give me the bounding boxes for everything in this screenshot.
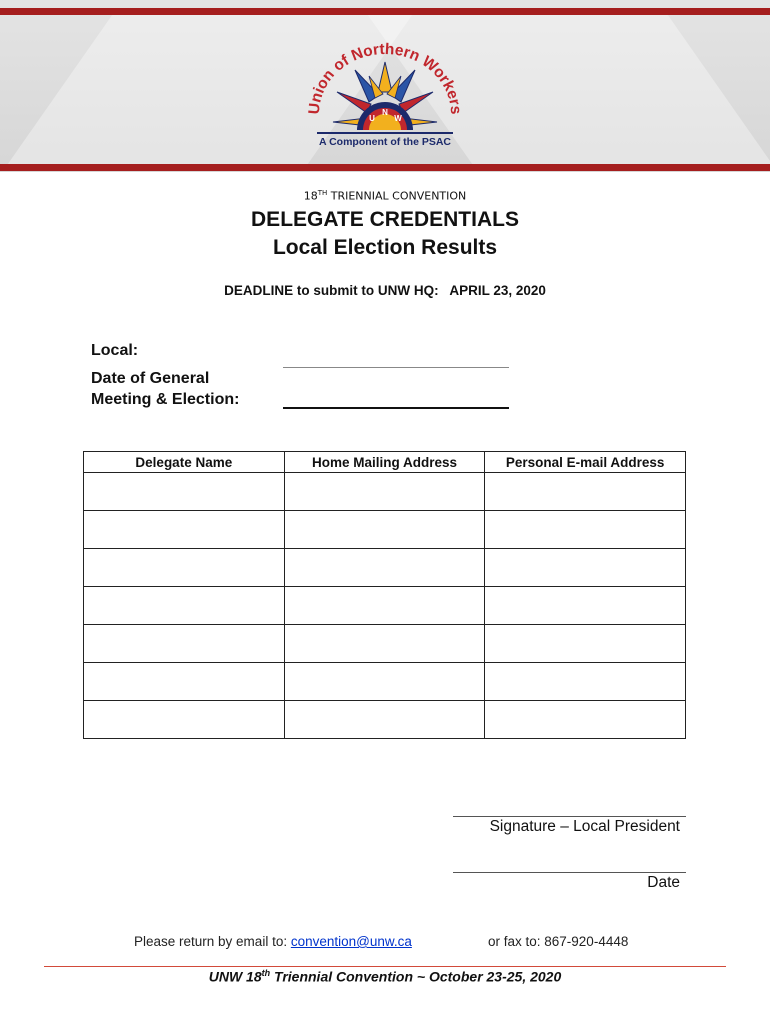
table-header-row [84, 452, 686, 473]
local-input-line[interactable] [283, 367, 509, 368]
sunburst-icon [333, 62, 437, 130]
delegate-name-cell[interactable] [84, 663, 285, 701]
footer-suffix: Triennial Convention ~ October 23-25, 2020 [270, 968, 562, 985]
signature-date-line[interactable] [453, 872, 686, 873]
email-address-cell[interactable] [485, 473, 686, 511]
footer-divider [44, 966, 726, 967]
local-label: Local: [91, 342, 139, 359]
date-label-line-2: Meeting & Election: [91, 391, 240, 408]
table-row [84, 701, 686, 739]
return-email-line [134, 934, 412, 949]
mailing-address-cell[interactable] [284, 587, 485, 625]
table-row [84, 511, 686, 549]
title-line-2: Local Election Results [272, 236, 498, 259]
column-header-mailing-address: Home Mailing Address [284, 452, 485, 473]
mailing-address-cell[interactable] [284, 701, 485, 739]
date-label-line-1: Date of General [91, 370, 210, 387]
footer-prefix: UNW 18 [208, 968, 262, 985]
email-address-cell[interactable] [485, 549, 686, 587]
delegate-name-cell[interactable] [84, 625, 285, 663]
email-address-cell[interactable] [485, 625, 686, 663]
delegate-name-cell[interactable] [84, 511, 285, 549]
convention-suffix: TH [317, 189, 328, 197]
table-row [84, 549, 686, 587]
email-address-cell[interactable] [485, 511, 686, 549]
mailing-address-cell[interactable] [284, 663, 485, 701]
email-address-cell[interactable] [485, 663, 686, 701]
return-fax-text: or fax to: 867-920-4448 [488, 934, 629, 949]
mailing-address-cell[interactable] [284, 511, 485, 549]
logo-initial-w: W [394, 114, 402, 123]
table-row [84, 473, 686, 511]
delegate-name-cell[interactable] [84, 587, 285, 625]
logo-arc-text: Union of Northern Workers [305, 40, 465, 115]
deadline-text: DEADLINE to submit to UNW HQ: APRIL 23, 2020 [224, 283, 546, 298]
table-row [84, 587, 686, 625]
logo-initial-n: N [382, 108, 388, 117]
page-footer [0, 968, 770, 985]
column-header-delegate-name: Delegate Name [84, 452, 285, 473]
header-top-stripe [0, 8, 770, 15]
column-header-email-address: Personal E-mail Address [485, 452, 686, 473]
convention-text: TRIENNIAL CONVENTION [330, 189, 467, 203]
convention-email-link[interactable]: convention@unw.ca [290, 934, 412, 949]
mailing-address-cell[interactable] [284, 549, 485, 587]
email-address-cell[interactable] [485, 701, 686, 739]
delegate-name-cell[interactable] [84, 473, 285, 511]
signature-date-label: Date [647, 874, 680, 891]
delegate-name-cell[interactable] [84, 701, 285, 739]
return-email-prefix: Please return by email to: [134, 934, 288, 949]
table-row [84, 625, 686, 663]
delegate-name-cell[interactable] [84, 549, 285, 587]
unw-logo [297, 40, 473, 152]
delegate-table [83, 451, 686, 739]
mailing-address-cell[interactable] [284, 625, 485, 663]
president-signature-line[interactable] [453, 816, 686, 817]
footer-sup: th [261, 968, 271, 978]
mailing-address-cell[interactable] [284, 473, 485, 511]
convention-line [0, 189, 770, 203]
convention-number: 18 [303, 189, 318, 203]
logo-initial-u: U [369, 114, 375, 123]
title-line-1: DELEGATE CREDENTIALS [251, 208, 519, 231]
page-title [0, 206, 770, 262]
header-bottom-stripe [0, 164, 770, 171]
logo-tagline: A Component of the PSAC [318, 136, 452, 148]
president-signature-label: Signature – Local President [489, 818, 680, 835]
meeting-date-input-line[interactable] [283, 407, 509, 409]
table-row [84, 663, 686, 701]
email-address-cell[interactable] [485, 587, 686, 625]
